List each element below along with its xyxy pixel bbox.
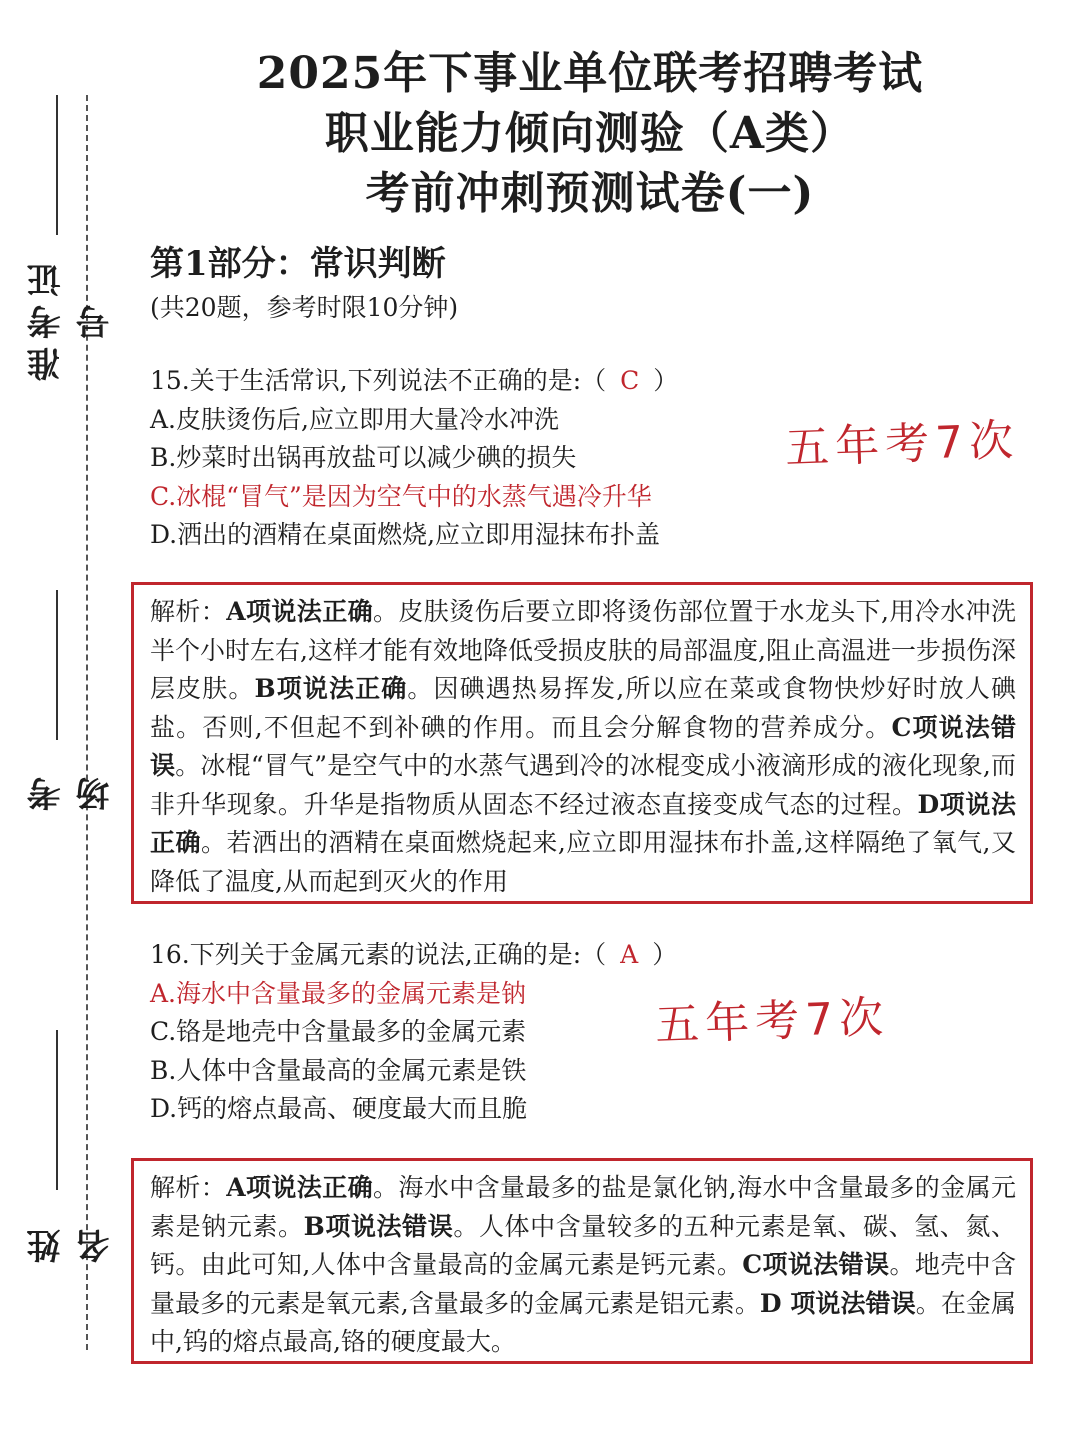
header-title-2: 职业能力倾向测验（A类） [324,108,856,159]
q15-option-c: C.冰棍“冒气”是因为空气中的水蒸气遇冷升华 [150,481,652,511]
q16-option-2: C.铬是地壳中含量最多的金属元素 [150,1017,527,1046]
name-underline [56,1030,58,1190]
exam-id-label: 准考证号 [27,255,116,381]
q16-option-4: D.钙的熔点最高、硬度最大而且脆 [150,1094,528,1123]
q15-handwritten-note: 五年考7次 [784,414,1020,475]
q16-analysis-box: 解析：A项说法正确。海水中含量最多的盐是氯化钠,海水中含量最多的金属元素是钠元素。B项说法错误。人体中含量较多的五种元素是氧、碳、氢、氮、钙。由此可知,人体中含量最高的金属元素是钙元素。C项说法错误。地壳中含量最多的元素是氧元素,含量最多的金属元素是铝元素。D 项说法错误。在金属中,钨的熔点最高,铬的硬度最大。 [131,1158,1033,1364]
question-15-stem: 15.关于生活常识,下列说法不正确的是:（ C ） [150,366,679,395]
exam-room-label: 考 场 [27,769,116,811]
name-label: 姓 名 [27,1221,116,1263]
question-16-answer: A [620,940,639,969]
q15-analysis-box: 解析：A项说法正确。皮肤烫伤后要立即将烫伤部位置于水龙头下,用冷水冲洗半个小时左右,这样才能有效地降低受损皮肤的局部温度,阻止高温进一步损伤深层皮肤。B项说法正确。因碘遇热易挥发,所以应在菜或食物快炒好时放人碘盐。否则,不但起不到补碘的作用。而且会分解食物的营养成分。C项说法错误。冰棍“冒气”是空气中的水蒸气遇到冷的冰棍变成小液滴形成的液化现象,而非升华现象。升华是指物质从固态不经过液态直接变成气态的过程。D项说法正确。若洒出的酒精在桌面燃烧起来,应立即用湿抹布扑盖,这样隔绝了氧气,又降低了温度,从而起到灭火的作用 [131,582,1033,904]
question-16-stem: 16.下列关于金属元素的说法,正确的是:（ A ） [150,940,678,969]
exam-header [150,44,1030,224]
binding-strip [0,0,116,1443]
q16-handwritten-note: 五年考7次 [654,991,890,1052]
header-title-3: 考前冲刺预测试卷(一) [365,168,815,219]
cut-line [86,95,88,1350]
question-15 [150,362,678,555]
part-subtitle: (共20题，参考时限10分钟) [150,293,459,322]
q15-option-a: A.皮肤烫伤后,应立即用大量冷水冲洗 [150,404,559,434]
q15-option-b: B.炒菜时出锅再放盐可以减少碘的损失 [150,443,577,472]
exam-room-underline [56,590,58,740]
question-16 [150,936,677,1129]
part-title: 第1部分：常识判断 [150,244,446,284]
q16-option-3: B.人体中含量最高的金属元素是铁 [150,1055,527,1085]
exam-id-underline [56,95,58,235]
q15-option-d: D.洒出的酒精在桌面燃烧,应立即用湿抹布扑盖 [150,520,661,549]
q16-option-1: A.海水中含量最多的金属元素是钠 [150,978,527,1008]
header-title-1: 2025年下事业单位联考招聘考试 [256,48,924,99]
question-15-answer: C [620,366,640,395]
